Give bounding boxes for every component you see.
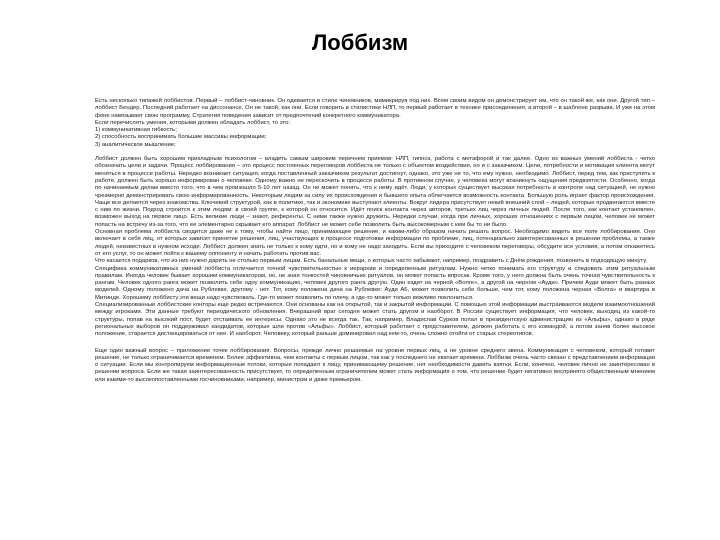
list-item: 3) аналитическое мышление; — [95, 141, 176, 148]
paragraph: Специфика коммуникативных умений лоббиста отличается точной чувствительностью к иерархии и определенным ритуалам. Нужно четко понимать его структуру и следовать этим ритуальным правилам. Иногда человек бывает хорошим коммуникатором, но, не зная тонкостей чиновничьих ритуалов, он может попасть впросак. Кроме того, у него должна быть очень точная чувствительность к рангам. Человек одного ранга может позволить себе одну коммуникацию, человек другого ранга другую. Один ездит на черной «Волге», а другой на черном «Ауди». Причем Ауди может быть разных моделей. Одному положено дача на Рублевке, другому - нет. Тот, кому положена дача на Рублевке: Ауди А6, может позволить себе больше, чем тот, кому положена черная «Волга» и квартира в Митинде. Хорошему лоббисту эти вещи надо чувствовать. Где-то может позволить по плечу, а где-то может только вежливо поклониться. — [95, 265, 655, 301]
paragraph: Что касается подарков, что из них нужно дарить не столько первым лицам. Есть банальные вещи, о которых часто забывают, например, поздравить с Днём рождения, позвонить в подходящую минуту. — [95, 258, 648, 265]
body-text — [95, 98, 655, 384]
paragraph: Специализированные лоббистские конторы еще редко встречаются. Они основаны как на открытой, так и закрытой информации. С помощью этой информации выстраиваются модели взаимоотношений между игроками. Эти данные требуют периодического обновления. Вчерашний враг сегодня может стать другом и наоборот. В России существует информация, что человек, выходец из какой-то структуры, попав на высокий пост, будет отстаивать ее интересы. Однако это не всегда так. Так, например, Владислав Сурков попал в президентскую администрацию из «Альфы», однако в ряде региональных выборов он поддерживал кандидатов, которые шли против «Альфы». Лоббист, который работает с представителем, должен работать с его командой, а потом заняв более высокое положение, старается дистанцироваться от нее. И наоборот. Человеку, который раньше доминировал над кем-то, очень сложно отойти от старых стереотипов. — [95, 302, 655, 338]
paragraph: Основная проблема лоббиста сводится даже не к тому, чтобы найти лицо, принимающее решение, и каким-либо образом начать решать вопрос. Необходимо видеть все поле лоббирования. Оно включает в себя лиц, от которых зависит принятие решения, лиц, участвующих в процессе подготовки информации по проблеме, лиц, потенциально заинтересованных в решении проблемы, а также людей, неизвестных в нужном исходе. Лоббист должен знать не только к кому идти, но и кому не надо заходить. Если вы приходите с человеком переговоры, обсудите все условия, а потом откажетесь от его услуг, то он может пойти к вашему оппоненту и начать работать против вас. — [95, 229, 655, 257]
paragraph: Если перечислять умения, которыми должен обладать лоббист, то это: — [95, 119, 290, 126]
page-title: Лоббизм — [311, 30, 409, 55]
paragraph: Есть несколько типажей лоббистов. Первый – лоббист-чиновник. Он одевается в стиле чиновников, мимикрируя под них. Всем своим видом он демонстрирует им, что он такой же, как они. Другой тип – лоббист Бендер. Последний работает на диссонансе. Он не такой, как они. Если говорить в стилистике НЛП, то первый работает в технике присоединения, а второй – в шаблоне разрыва. И уже на этом фоне навязывает свою программу. Стратегия поведения зависит от предпочтений конкретного коммуникатора. — [95, 98, 655, 119]
list-item: 1) коммуникативная гибкость; — [95, 127, 177, 134]
paragraph: Еще один важный вопрос – приложение точек лоббирования. Вопросы, прежде лично решаемые на уровне первых лиц, а не уровне среднего звена. Коммуникация с человеком, который готовит решение, не только ограничивается временем. Более эффективна, чем контакты с первым лицом, так как у последнего не хватает времени. Лоббизм очень часто связан с представлением информации о ситуации. Если мы контролируем информационные потоки, которые попадают к лицу, принимающему решение, нет необходимости давить взятки. Если, конечно, человек лично не заинтересован в решении вопроса. Если же такая заинтересованность присутствует, то определенным ограничителем может стать информация о том, что решение будет негативно воспринято общественным мнением или какими-то высокопоставленными госчиновниками, например, министром и даже премьером. — [95, 347, 655, 383]
list-item: 2) способность воспринимать большие массивы информации; — [95, 134, 267, 141]
paragraph: Лоббист должен быть хорошим прикладным психологом – владеть самым широким перечнем приемов: НЛП, гипноз, работа с метафорой и так далее. Одно из важных умений лоббиста - четко обозначать цели и задачи. Процесс лоббирования – это процесс постоянных переговоров лоббиста не только с объектом воздействия, но и с заказчиком. Цели, потребности и мотивация клиента могут меняться в процессе работы. Нередко возникает ситуация, когда поставленный заказчиком результат достигнут, однако, это уже не то, что ему нужно, необходимо. Лоббист, перед тем, как приступить к работе, должен быть хорошо информирован о человеке. Одному важно не перескочить в процессе работы. В противном случае, у человека могут возникнуть ощущения предвзятости. Особенно, когда по начинаемым делам вместо того, что в чем произошло 5-10 лет назад. Он не может понять, что к нему идёт. Люди, у которых существует высокая потребность в контроле над ситуацией, не нужно чрезмерно демонстрировать свою информированность. Некоторым людям за силу их происхождения и бывшего опыта облегчается возможность контакта. Большую роль играет фактор происхождения. Чаще все делается через знакомства. Ключевой структурой, как в политике, так и экономике выступают клиенты. Вокруг лидера присутствует некий внешний слой – людей, которые продвигаются вместе с ним по жизни. Подход строится к этим людям: в своей группе, к которой он относится. Идёт поиск контакта через авторов, третьих лиц через личных людей. После того, как контакт установлен, возможен выход на первое лицо. Есть великие люди – знают, референты. С ними также нужно дружить. Нередки случаи, когда при личных, хороших отношениях с первым лицом, человек не может попасть на встречу из-за того, что ее элементарно скрывает его аппарат. Лоббист не может себе позволить быть высокомерным с кем бы то ни было. — [95, 156, 655, 228]
